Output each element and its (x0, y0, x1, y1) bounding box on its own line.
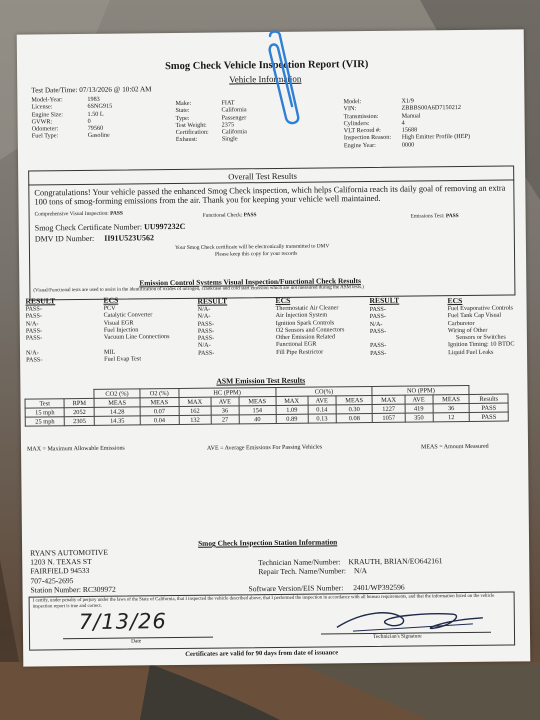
ecs-item: O2 Sensors and Connectors (275, 326, 345, 334)
asm-group-co2: CO2 (%) (94, 389, 140, 398)
ecs-ecs-header-3: ECS (447, 296, 463, 306)
ecs-result: PASS- (197, 320, 215, 328)
dmv-label: DMV ID Number: (34, 233, 95, 244)
field-label: Exhaust: (175, 136, 198, 144)
ecs-result: PASS- (197, 334, 215, 342)
station-city: FAIRFIELD 94533 (30, 566, 90, 576)
asm-cell: 0.30 (336, 404, 373, 413)
legend-max: MAX = Maximum Allowable Emissions (27, 445, 125, 453)
model-value: X1/9 (401, 97, 414, 105)
ecs-result: N/A- (197, 342, 211, 350)
field-label: Type: (175, 114, 190, 122)
ecs-item: Sensors or Switches (455, 333, 506, 342)
ecs-result: PASS- (198, 349, 215, 357)
asm-col-header: MEAS (336, 395, 373, 404)
asm-col-header: AVE (308, 396, 336, 405)
technician-signature (333, 604, 493, 636)
technician-value: KRAUTH, BRIAN/EO642161 (348, 556, 443, 567)
test-weight-value: 2375 (221, 121, 235, 129)
legend-meas: MEAS = Amount Measured (421, 443, 489, 451)
field-label: License: (31, 103, 53, 111)
station-address (30, 548, 116, 595)
ecs-result: N/A- (25, 320, 39, 328)
ecs-item: Wiring of Other (447, 326, 488, 335)
dmv-value: II91U523U562 (104, 233, 155, 243)
ecs-item: Other Emission Related (275, 333, 336, 342)
ecs-item: Functional EGR (275, 341, 317, 349)
station-street: 1203 N. TEXAS ST (30, 557, 92, 567)
report-title: Smog Check Vehicle Inspection Report (VIR) (164, 58, 369, 73)
asm-heading: ASM Emission Test Results (216, 375, 306, 386)
technician-label: Technician Name/Number: (258, 557, 341, 568)
asm-cell: 350 (405, 413, 433, 422)
ecs-result: PASS- (370, 349, 387, 357)
exhaust-value: Single (221, 135, 238, 144)
asm-cell: 14.35 (94, 416, 140, 425)
asm-col-header: Test (25, 399, 64, 408)
date-label: Date (131, 638, 142, 645)
ecs-item: Fuel Evap Test (104, 355, 142, 363)
field-label: Cylinders: (343, 119, 370, 128)
functional-check-result (203, 212, 257, 219)
asm-cell: 0.13 (308, 414, 336, 423)
repair-tech-label: Repair Tech. Name/Number: (258, 566, 347, 577)
field-label: Model: (343, 98, 362, 106)
transmission-value: Manual (401, 112, 421, 120)
software-value: 2401/WP392596 (353, 582, 405, 593)
inspection-reason-value: High Emitter Profile (HEP) (401, 133, 471, 142)
certification-text: I certify, under penalty of perjury under the laws of the State of California, that I inspected the vehicle described above, that I performed the inspection in accordance with all bureau requirements, and that the information listed on the vehicle inspection report is true and correct. (32, 593, 495, 610)
cert-value: UU997232C (143, 221, 186, 232)
type-value: Passenger (221, 113, 247, 122)
odometer-value: 79560 (87, 124, 104, 133)
dmv-id-number (35, 233, 154, 243)
asm-col-header: MEAS (433, 394, 470, 403)
ecs-result: PASS- (25, 312, 42, 320)
ecs-note: (Visual/Functional tests are used to assist in the identification of oxides of nitrogen, crankcase and cold start emission which are not measured during the ASM tests.) (33, 285, 365, 294)
ecs-result: PASS- (197, 327, 215, 335)
congratulations-message: Congratulations! Your vehicle passed the enhanced Smog Check inspection, which helps California reach its daily goal of removing an extra 100 tons of smog-forming emissions from the air. Thank you for keeping your vehicle well maintained. (34, 183, 506, 207)
asm-col-header: AVE (211, 397, 239, 406)
gvwr-value: 0 (87, 117, 91, 125)
asm-cell: 419 (405, 404, 433, 413)
field-label: VIN: (343, 105, 357, 113)
field-label: Inspection Reason: (343, 134, 392, 142)
station-number-label: Station Number: (30, 584, 81, 595)
station-phone: 707-425-2695 (30, 575, 74, 586)
field-label: Certification: (175, 128, 209, 137)
asm-col-header: RPM (64, 398, 94, 407)
asm-cell: 0.07 (140, 406, 179, 415)
asm-cell: 36 (211, 406, 239, 415)
field-label: Engine Year: (343, 141, 376, 150)
asm-cell: 1057 (373, 413, 405, 422)
field-label: Test Weight: (175, 121, 207, 129)
field-label: Fuel Type: (31, 132, 59, 141)
field-label: VLT Record #: (343, 127, 381, 135)
cert-label: Smog Check Certificate Number: (34, 222, 143, 233)
vehicle-col-3 (343, 97, 470, 149)
ecs-item: PCV (103, 304, 116, 312)
ecs-item: Ignition Spark Controls (275, 318, 335, 327)
vin-value: ZBBBS00A6D7150212 (401, 104, 462, 112)
ecs-result: PASS- (369, 327, 387, 335)
ecs-result: N/A- (197, 305, 211, 313)
asm-cell: 40 (239, 414, 276, 423)
asm-col-header: MAX (372, 395, 404, 404)
asm-col-header: MEAS (140, 397, 179, 406)
state-value: California (221, 106, 247, 114)
ecs-result: PASS- (369, 342, 387, 350)
ecs-ecs-header-2: ECS (275, 295, 291, 305)
ecs-result: PASS- (26, 356, 43, 364)
field-label: Odometer: (31, 125, 59, 133)
ecs-result-header-1: RESULT (25, 296, 56, 306)
test-datetime: Test Date/Time: 07/13/2026 @ 10:02 AM (31, 85, 152, 95)
ecs-item: Air Injection System (275, 311, 328, 320)
technician-info (258, 556, 443, 576)
ecs-result: PASS- (369, 313, 387, 321)
field-label: State: (175, 107, 190, 115)
asm-col-header: MAX (179, 397, 211, 406)
repair-tech-value: N/A (353, 566, 368, 576)
asm-cell: 1227 (373, 404, 405, 413)
handwritten-date: 7/13/26 (78, 609, 167, 635)
asm-cell: 15 mph (25, 408, 64, 417)
asm-col-header: MEAS (239, 396, 276, 405)
asm-col-header: AVE (405, 395, 433, 404)
ecs-heading: Emission Control Systems Visual Inspection/Functional Check Results (139, 276, 361, 288)
model-year-value: 1983 (87, 95, 100, 103)
asm-cell: 2305 (65, 416, 95, 425)
station-name: RYAN'S AUTOMOTIVE (30, 547, 108, 558)
vehicle-col-2 (175, 99, 247, 144)
ecs-group-3 (370, 304, 515, 357)
asm-results-table (24, 385, 508, 427)
station-heading: Smog Check Inspection Station Information (197, 537, 338, 548)
ecs-result: N/A- (369, 320, 383, 328)
make-value: FIAT (221, 99, 235, 107)
keep-copy-note: Please keep this copy for your records (214, 250, 298, 258)
signature-label: Technician's Signature (373, 633, 422, 640)
ecs-item: Catalytic Converter (103, 311, 153, 320)
license-value: 6SNG915 (87, 102, 113, 111)
asm-cell: 12 (433, 412, 470, 421)
vlt-record-value: 15688 (401, 126, 418, 134)
engine-year-value: 0000 (401, 141, 415, 149)
ecs-group-2 (198, 304, 345, 357)
asm-cell: 0.14 (308, 405, 336, 414)
ecs-item: Vacuum Line Connections (103, 333, 170, 341)
visual-value: PASS (110, 210, 123, 217)
emissions-value: PASS (445, 213, 459, 220)
asm-cell: 162 (179, 406, 211, 415)
vehicle-info-heading: Vehicle Information (229, 73, 302, 85)
ecs-result-header-2: RESULT (197, 296, 228, 306)
validity-footer: Certificates are valid for 90 days from date of issuance (185, 649, 339, 658)
field-label: Make: (175, 99, 192, 108)
emissions-test-result (411, 213, 459, 220)
software-label: Software Version/EIS Number: (248, 583, 344, 594)
visual-inspection-result (35, 211, 123, 218)
asm-col-header: MEAS (94, 398, 140, 407)
asm-cell: 132 (179, 415, 211, 424)
asm-cell: 154 (239, 405, 276, 414)
ecs-item: MIL (103, 348, 116, 356)
emissions-label: Emissions Test: (410, 213, 445, 220)
ecs-group-1 (26, 304, 170, 364)
functional-label: Functional Check: (202, 212, 243, 219)
cylinders-value: 4 (401, 119, 405, 127)
station-number-value: RC309972 (82, 584, 116, 594)
asm-cell: 1.09 (276, 405, 308, 414)
asm-group-no: NO (PPM) (372, 385, 469, 395)
ecs-item: Visual EGR (103, 319, 134, 327)
ecs-ecs-header-1: ECS (103, 295, 119, 305)
ecs-item: Ignition Timing: 10 BTDC (447, 340, 515, 349)
ecs-result: PASS- (25, 327, 43, 335)
asm-group-co: CO(%) (275, 386, 372, 396)
overall-results-heading: Overall Test Results (228, 170, 297, 182)
ecs-item: Fuel Tank Cap Visual (447, 311, 502, 320)
asm-group-o2: O2 (%) (140, 388, 179, 397)
asm-result-cell: PASS (469, 403, 508, 412)
ecs-result: PASS- (25, 334, 43, 342)
fuel-type-value: Gasoline (87, 132, 110, 140)
ecs-result: N/A- (197, 312, 211, 321)
ecs-item: Thermostatic Air Cleaner (275, 304, 339, 312)
field-label: Engine Size: (31, 110, 64, 119)
field-label: Model-Year: (31, 96, 63, 104)
engine-size-value: 1.50 L (87, 110, 104, 118)
ecs-item: Fuel Injection (103, 326, 139, 334)
asm-cell: 0.89 (276, 414, 308, 423)
visual-label: Comprehensive Visual Inspection: (34, 210, 109, 218)
functional-value: PASS (243, 212, 257, 219)
asm-cell: 0.04 (140, 415, 179, 424)
asm-cell: 2052 (64, 407, 94, 416)
field-label: GVWR: (31, 118, 53, 126)
ecs-item: Carburetor (447, 319, 475, 327)
asm-result-cell: PASS (470, 412, 509, 421)
ecs-item: Liquid Fuel Leaks (448, 348, 494, 356)
asm-cell: 0.08 (336, 413, 373, 422)
field-label: Transmission: (343, 112, 379, 120)
asm-col-header: Results (469, 394, 508, 403)
software-version (248, 583, 404, 594)
ecs-result: PASS- (369, 305, 386, 313)
vehicle-col-1 (31, 96, 112, 141)
asm-cell: 27 (211, 415, 239, 424)
ecs-result: N/A- (26, 349, 39, 357)
ecs-result: PASS- (25, 305, 42, 313)
ecs-item: Fuel Evaporative Controls (447, 304, 513, 313)
ecs-result-header-3: RESULT (369, 295, 400, 305)
asm-cell: 14.28 (94, 407, 140, 416)
transmit-note: Your Smog Check certificate will be electronically transmitted to DMV (174, 243, 330, 252)
paper-clip-icon (258, 28, 308, 128)
asm-cell: 36 (433, 403, 470, 412)
asm-group-hc: HC (PPM) (179, 387, 276, 397)
asm-col-header: MAX (276, 396, 308, 405)
certificate-number (35, 222, 186, 233)
legend-ave: AVE = Average Emissions For Passing Vehicles (207, 444, 323, 452)
certification-value: California (221, 128, 247, 136)
asm-cell: 25 mph (25, 417, 64, 426)
ecs-item: Fill Pipe Restrictor (276, 348, 324, 356)
